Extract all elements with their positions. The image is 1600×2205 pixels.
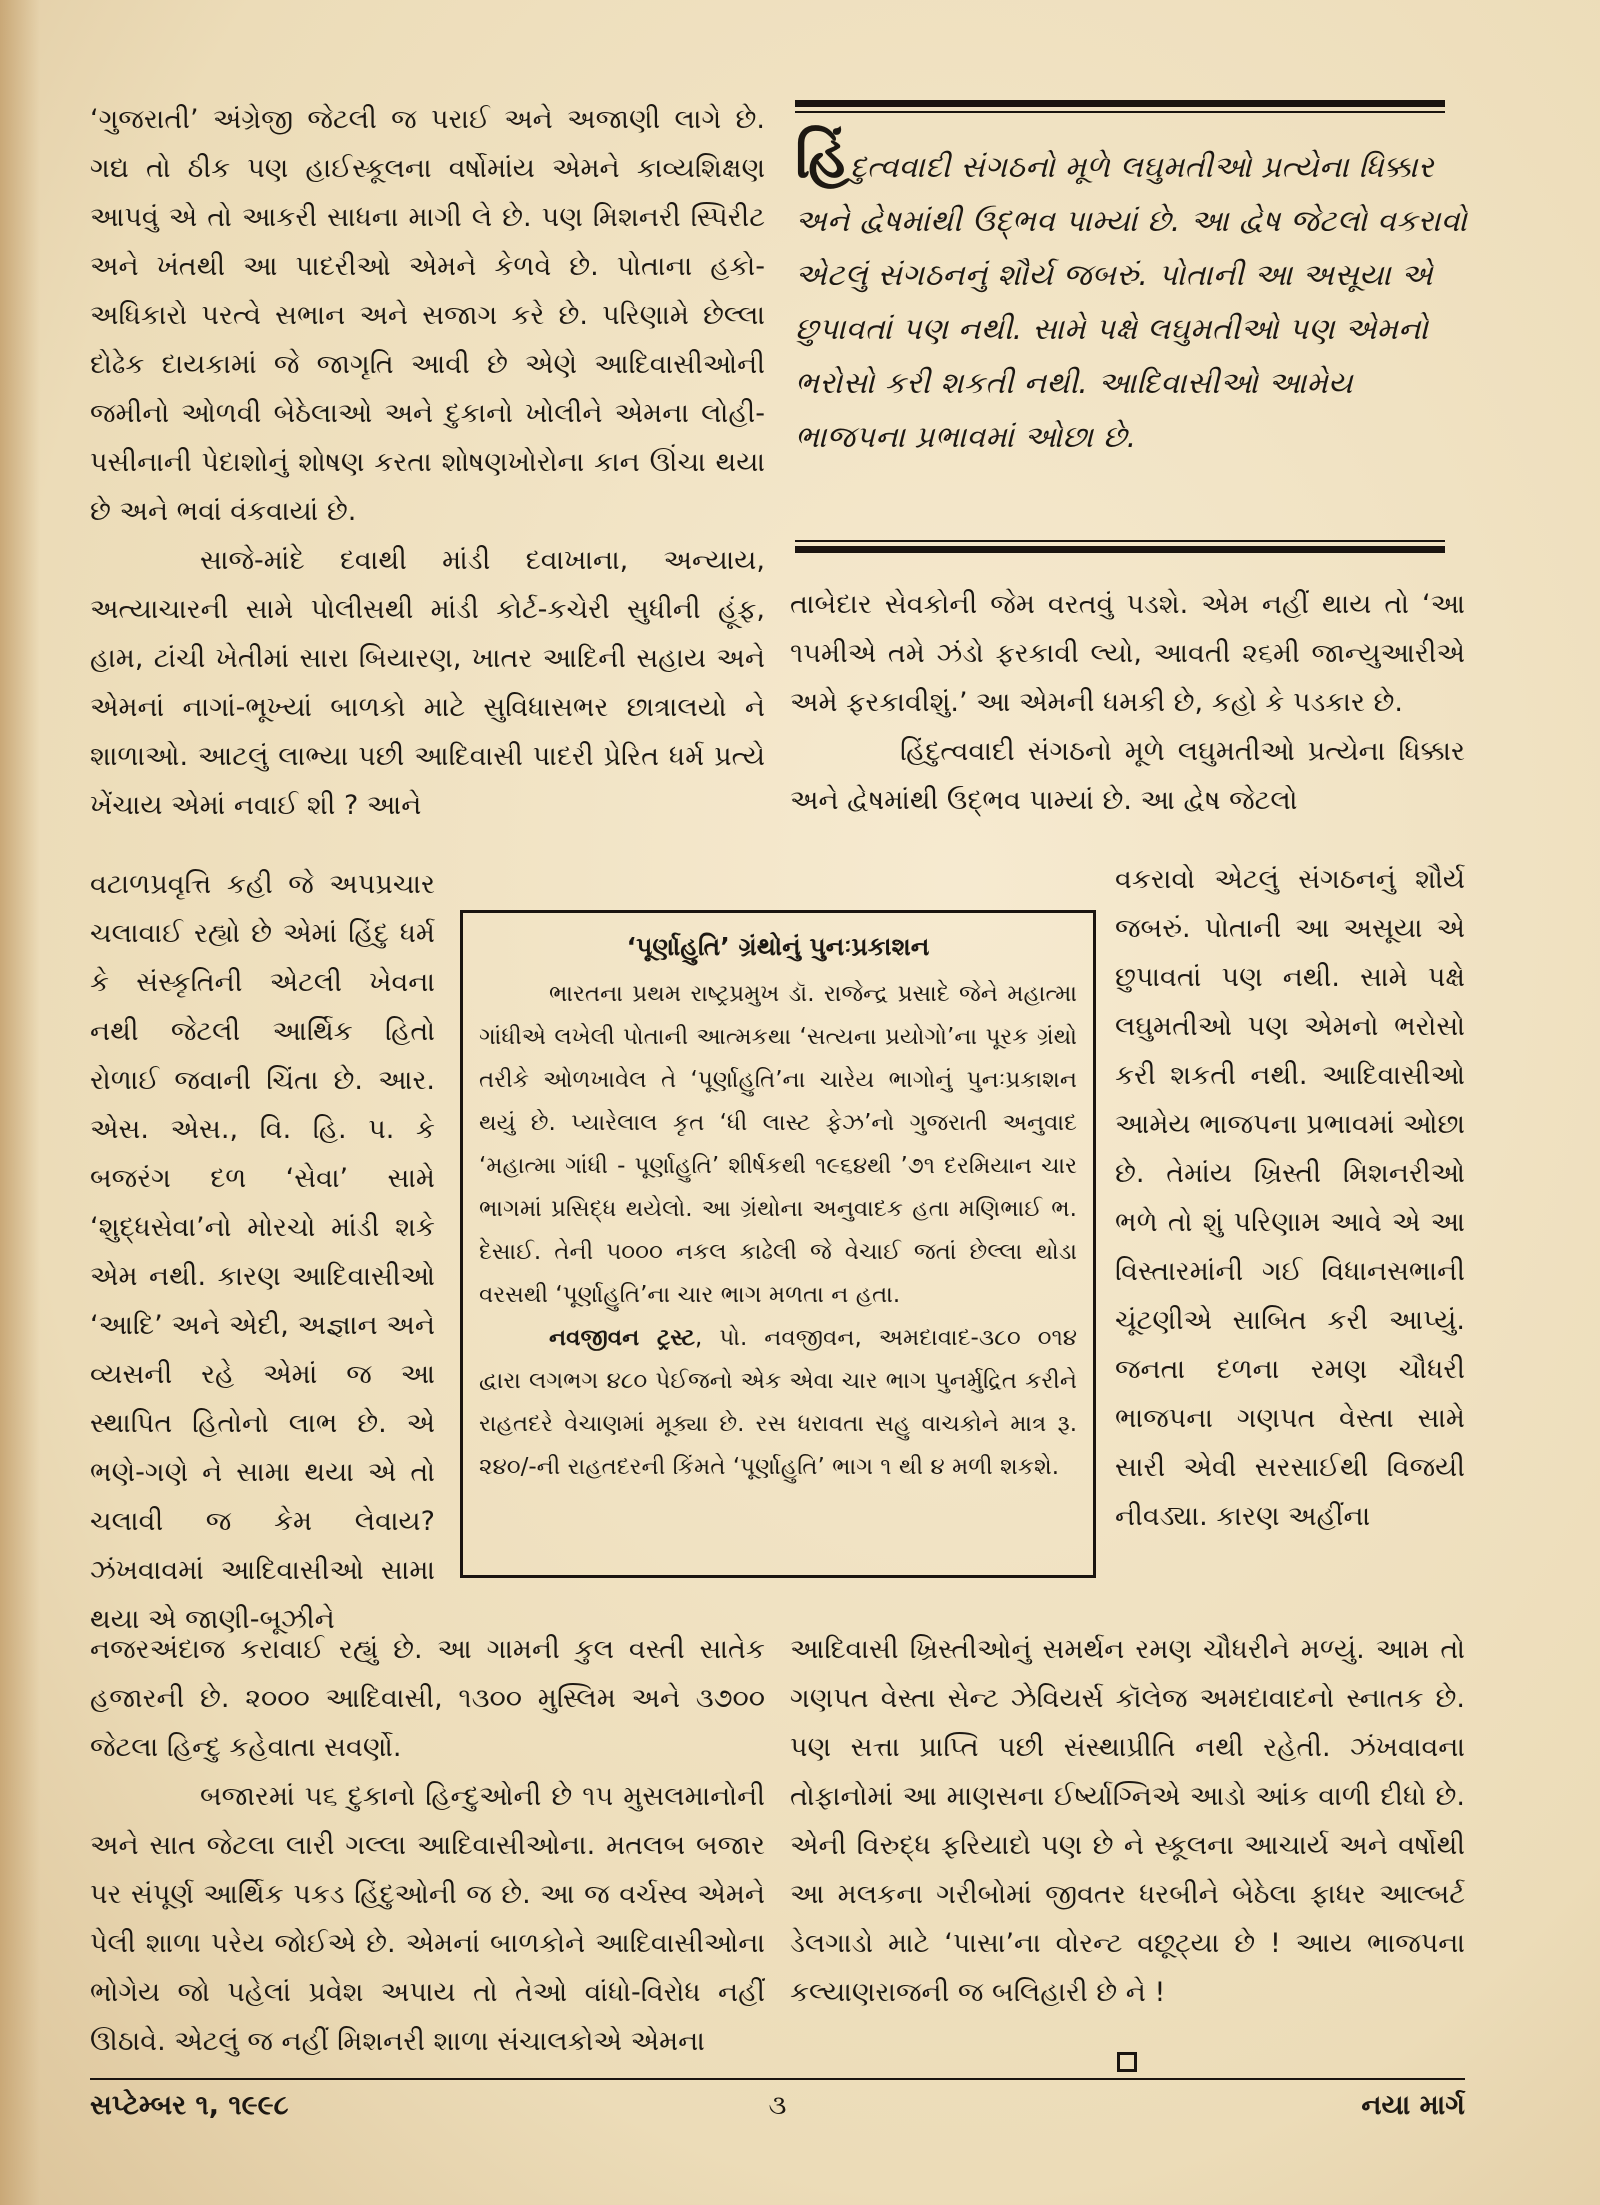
left-column-bottom [90,1625,765,2066]
page-footer [90,2090,1465,2130]
pull-quote [795,123,1470,465]
drop-cap: હિં [795,123,850,191]
announcement-box [460,910,1096,1578]
paragraph: આદિવાસી ખ્રિસ્તીઓનું સમર્થન રમણ ચૌધરીને મળ્યું. આમ તો ગણપત વેસ્તા સેન્ટ ઝેવિયર્સ કૉલેજ અમદાવાદનો સ્નાતક છે. પણ સત્તા પ્રાપ્તિ પછી સંસ્થાપ્રીતિ નથી રહેતી. ઝંખવાવના તોફાનોમાં આ માણસના ઈર્ષ્યાગ્નિએ આડો આંક વાળી દીધો છે. એની વિરુદ્ધ ફરિયાદો પણ છે ને સ્કૂલના આચાર્ય અને વર્ષોથી આ મલકના ગરીબોમાં જીવતર ધરબીને બેઠેલા ફાધર આલ્બર્ટ ડેલગાડો માટે ‘પાસા’ના વોરન્ટ વછૂટ્યા છે ! આય ભાજપના કલ્યાણરાજની જ બલિહારી છે ને ! [790,1634,1465,2008]
magazine-name: નયા માર્ગ [1361,2090,1465,2121]
paragraph: ‘ગુજરાતી’ અંગ્રેજી જેટલી જ પરાઈ અને અજાણી લાગે છે. ગદ્ય તો ઠીક પણ હાઈસ્કૂલના વર્ષોમાંય એમને કાવ્યશિક્ષણ આપવું એ તો આકરી સાધના માગી લે છે. પણ મિશનરી સ્પિરીટ અને ખંતથી આ પાદરીઓ એમને કેળવે છે. પોતાના હકો-અધિકારો પરત્વે સભાન અને સજાગ કરે છે. પરિણામે છેલ્લા દોઢેક દાયકામાં જે જાગૃતિ આવી છે એણે આદિવાસીઓની જમીનો ઓળવી બેઠેલાઓ અને દુકાનો ખોલીને એમના લોહી-પસીનાની પેદાશોનું શોષણ કરતા શોષણખોરોના કાન ઊંચા થયા છે અને ભવાં વંકવાયાં છે. [90,104,765,527]
torn-paper-edge [0,0,40,2205]
right-column-bottom [790,1625,1465,2017]
end-of-article-square-icon [1117,2052,1137,2072]
left-column-wrap [90,860,435,1644]
box-paragraph: ભારતના પ્રથમ રાષ્ટ્રપ્રમુખ ડૉ. રાજેન્દ્ર પ્રસાદે જેને મહાત્મા ગાંધીએ લખેલી પોતાની આત્મકથા ‘સત્યના પ્રયોગો’ના પૂરક ગ્રંથો તરીકે ઓળખાવેલ તે ‘પૂર્ણાહુતિ’ના ચારેય ભાગોનું પુનઃપ્રકાશન થયું છે. પ્યારેલાલ કૃત ‘ધી લાસ્ટ ફેઝ’નો ગુજરાતી અનુવાદ ‘મહાત્મા ગાંધી - પૂર્ણાહુતિ’ શીર્ષકથી ૧૯૬૪થી ’૭૧ દરમિયાન ચાર ભાગમાં પ્રસિદ્ધ થયેલો. આ ગ્રંથોના અનુવાદક હતા મણિભાઈ ભ. દેસાઈ. તેની ૫૦૦૦ નકલ કાઢેલી જે વેચાઈ જતાં છેલ્લા થોડા વરસથી ‘પૂર્ણાહુતિ’ના ચાર ભાગ મળતા ન હતા. [479,981,1077,1308]
box-paragraph [479,1317,1077,1489]
footer-rule [90,2078,1465,2080]
pullquote-bottom-rule [795,546,1445,553]
footer-date: સપ્ટેમ્બર ૧, ૧૯૯૮ [90,2090,289,2121]
paragraph: તાબેદાર સેવકોની જેમ વરતવું પડશે. એમ નહીં થાય તો ‘આ ૧૫મીએ તમે ઝંડો ફરકાવી લ્યો, આવતી ૨૬મી જાન્યુઆરીએ અમે ફરકાવીશું.’ આ એમની ધમકી છે, કહો કે પડકાર છે. [790,589,1465,718]
paragraph: નજરઅંદાજ કરાવાઈ રહ્યું છે. આ ગામની કુલ વસ્તી સાતેક હજારની છે. ૨૦૦૦ આદિવાસી, ૧૩૦૦ મુસ્લિમ અને ૩૭૦૦ જેટલા હિન્દુ કહેવાતા સવર્ણો. [90,1634,765,1763]
paragraph: હિંદુત્વવાદી સંગઠનો મૂળે લઘુમતીઓ પ્રત્યેના ધિક્કાર અને દ્વેષમાંથી ઉદ્‌ભવ પામ્યાં છે. આ દ્વેષ જેટલો [790,736,1465,816]
publisher-name: નવજીવન ટ્રસ્ટ [549,1325,696,1351]
paragraph: વટાળપ્રવૃત્તિ કહી જે અપપ્રચાર ચલાવાઈ રહ્યો છે એમાં હિંદુ ધર્મ કે સંસ્કૃતિની એટલી ખેવના નથી જેટલી આર્થિક હિતો રોળાઈ જવાની ચિંતા છે. આર. એસ. એસ., વિ. હિ. પ. કે બજરંગ દળ ‘સેવા’ સામે ‘શુદ્ધસેવા’નો મોરચો માંડી શકે એમ નથી. કારણ આદિવાસીઓ ‘આદિ’ અને એદી, અજ્ઞાન અને વ્યસની રહે એમાં જ આ સ્થાપિત હિતોનો લાભ છે. એ ભણે-ગણે ને સામા થયા એ તો ચલાવી જ કેમ લેવાય? ઝંખવાવમાં આદિવાસીઓ સામા થયા એ જાણી-બૂઝીને [90,869,435,1635]
pullquote-top-rule-thin [795,111,1445,113]
pullquote-top-rule [795,100,1445,107]
paragraph: વકરાવો એટલું સંગઠનનું શૌર્ય જબરું. પોતાની આ અસૂયા એ છુપાવતાં પણ નથી. સામે પક્ષે લઘુમતીઓ પણ એમનો ભરોસો કરી શકતી નથી. આદિવાસીઓ આમેય ભાજપના પ્રભાવમાં ઓછા છે. તેમાંય ખ્રિસ્તી મિશનરીઓ ભળે તો શું પરિણામ આવે એ આ વિસ્તારમાંની ગઈ વિધાનસભાની ચૂંટણીએ સાબિત કરી આપ્યું. જનતા દળના રમણ ચૌધરી ભાજપના ગણપત વેસ્તા સામે સારી એવી સરસાઈથી વિજયી નીવડ્યા. કારણ અહીંના [1115,864,1465,1532]
box-title: ‘પૂર્ણાહુતિ’ ગ્રંથોનું પુનઃપ્રકાશન [626,932,930,961]
box-paragraph-text: , પો. નવજીવન, અમદાવાદ-૩૮૦ ૦૧૪ દ્વારા લગભગ ૪૮૦ પેઈજનો એક એવા ચાર ભાગ પુનર્મુદ્રિત કરીને રાહતદરે વેચાણમાં મૂક્યા છે. રસ ધરાવતા સહુ વાચકોને માત્ર રૂ. ૨૪૦/-ની રાહતદરની કિંમતે ‘પૂર્ણાહુતિ’ ભાગ ૧ થી ૪ મળી શકશે. [479,1325,1077,1480]
page-number: ૩ [768,2090,787,2121]
right-column-top [790,580,1465,825]
pullquote-bottom-rule-thin [795,540,1445,542]
right-column-wrap [1115,855,1465,1541]
paragraph: બજારમાં ૫૬ દુકાનો હિન્દુઓની છે ૧૫ મુસલમાનોની અને સાત જેટલા લારી ગલ્લા આદિવાસીઓના. મતલબ બજાર પર સંપૂર્ણ આર્થિક પકડ હિંદુઓની જ છે. આ જ વર્ચસ્વ એમને પેલી શાળા પરેય જોઈએ છે. એમનાં બાળકોને આદિવાસીઓના ભોગેય જો પહેલાં પ્રવેશ અપાય તો તેઓ વાંધો-વિરોધ નહીં ઊઠાવે. એટલું જ નહીં મિશનરી શાળા સંચાલકોએ એમના [90,1781,765,2057]
paragraph: સાજે-માંદે દવાથી માંડી દવાખાના, અન્યાય, અત્યાચારની સામે પોલીસથી માંડી કોર્ટ-કચેરી સુધીની હૂંફ, હામ, ટાંચી ખેતીમાં સારા બિયારણ, ખાતર આદિની સહાય અને એમનાં નાગાં-ભૂખ્યાં બાળકો માટે સુવિધાસભર છાત્રાલયો ને શાળાઓ. આટલું લાભ્યા પછી આદિવાસી પાદરી પ્રેરિત ધર્મ પ્રત્યે ખેંચાય એમાં નવાઈ શી ? આને [90,545,765,821]
left-column-top [90,95,765,830]
pull-quote-text: દુત્વવાદી સંગઠનો મૂળે લઘુમતીઓ પ્રત્યેના ધિક્કાર અને દ્વેષમાંથી ઉદ્‌ભવ પામ્યાં છે. આ દ્વેષ જેટલો વકરાવો એટલું સંગઠનનું શૌર્ય જબરું. પોતાની આ અસૂયા એ છુપાવતાં પણ નથી. સામે પક્ષે લઘુમતીઓ પણ એમનો ભરોસો કરી શકતી નથી. આદિવાસીઓ આમેય ભાજપના પ્રભાવમાં ઓછા છે. [795,150,1468,455]
